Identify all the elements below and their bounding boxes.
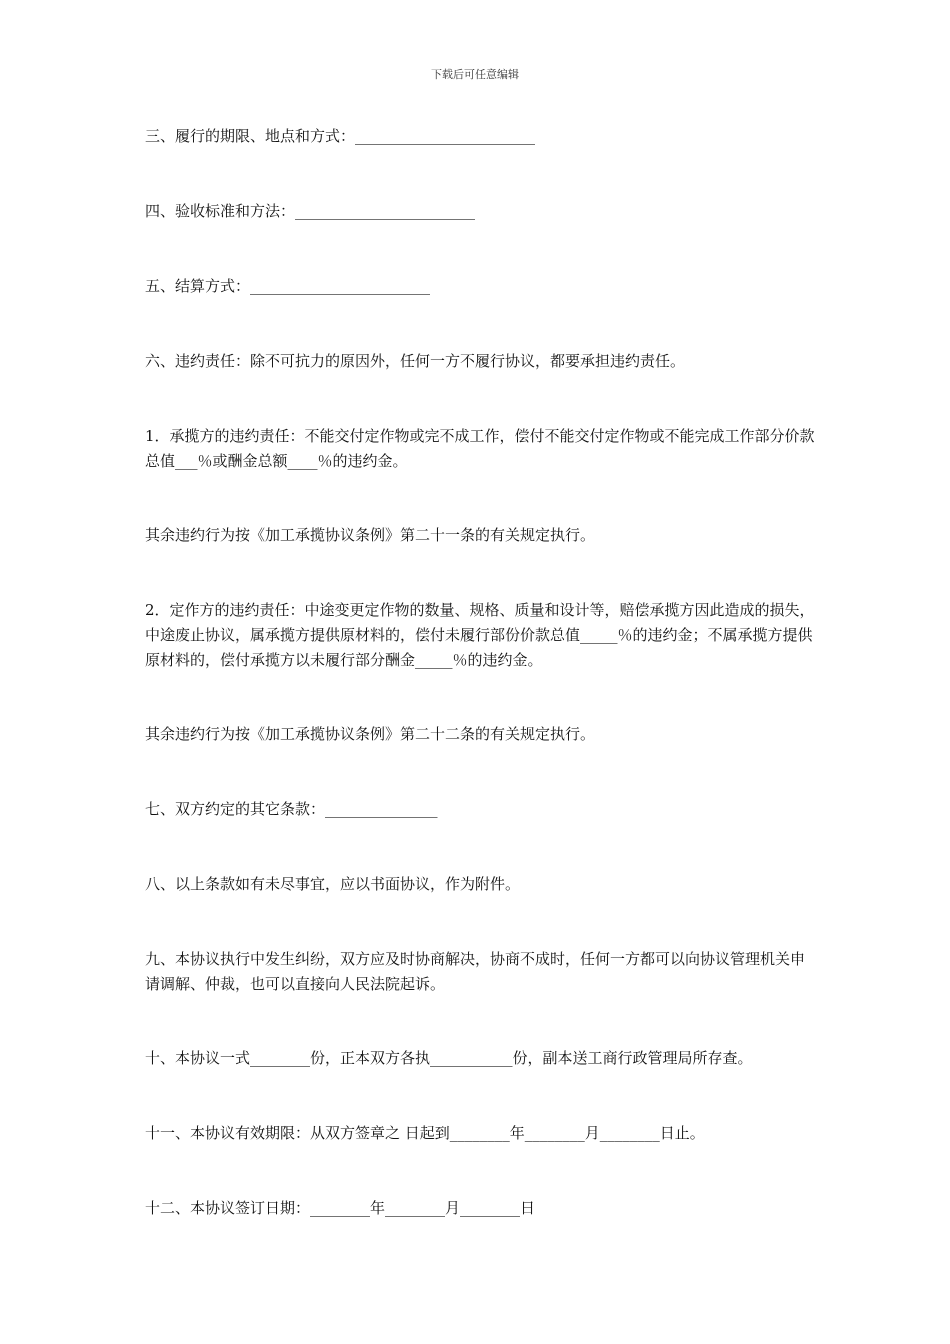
clause-3-performance: 三、履行的期限、地点和方式：________________________ [145, 127, 536, 145]
clause-6-2-orderer-liability: 2．定作方的违约责任：中途变更定作物的数量、规格、质量和设计等，赔偿承揽方因此造成的损失，中途废止协议，属承揽方提供原材料的，偿付未履行部份价款总值_____％的违约金；不属承揽方提供原材料的，偿付承揽方以未履行部分酬金_____％的违约金。 [145, 601, 815, 669]
page-header: 下载后可任意编辑 [431, 68, 519, 81]
clause-8-supplement: 八、以上条款如有未尽事宜，应以书面协议，作为附件。 [145, 875, 521, 893]
clause-4-acceptance: 四、验收标准和方法：________________________ [145, 202, 476, 220]
clause-6-2-other: 其余违约行为按《加工承揽协议条例》第二十二条的有关规定执行。 [145, 725, 596, 743]
clause-6-1-other: 其余违约行为按《加工承揽协议条例》第二十一条的有关规定执行。 [145, 526, 596, 544]
clause-5-settlement: 五、结算方式：________________________ [145, 277, 431, 295]
clause-10-copies: 十、本协议一式________份，正本双方各执___________份，副本送工商行政管理局所存查。 [145, 1049, 753, 1067]
clause-6-1-contractor-liability: 1．承揽方的违约责任：不能交付定作物或完不成工作，偿付不能交付定作物或不能完成工作部分价款总值___％或酬金总额____％的违约金。 [145, 427, 815, 470]
clause-7-other-terms: 七、双方约定的其它条款：_______________ [145, 800, 438, 818]
clause-9-disputes: 九、本协议执行中发生纠纷，双方应及时协商解决，协商不成时，任何一方都可以向协议管理机关申请调解、仲裁，也可以直接向人民法院起诉。 [145, 950, 806, 993]
clause-11-validity: 十一、本协议有效期限：从双方签章之 日起到________年________月________日止。 [145, 1124, 705, 1142]
clause-6-liability: 六、违约责任：除不可抗力的原因外，任何一方不履行协议，都要承担违约责任。 [145, 352, 686, 370]
clause-12-signing-date: 十二、本协议签订日期：________年________月________日 [145, 1199, 536, 1217]
